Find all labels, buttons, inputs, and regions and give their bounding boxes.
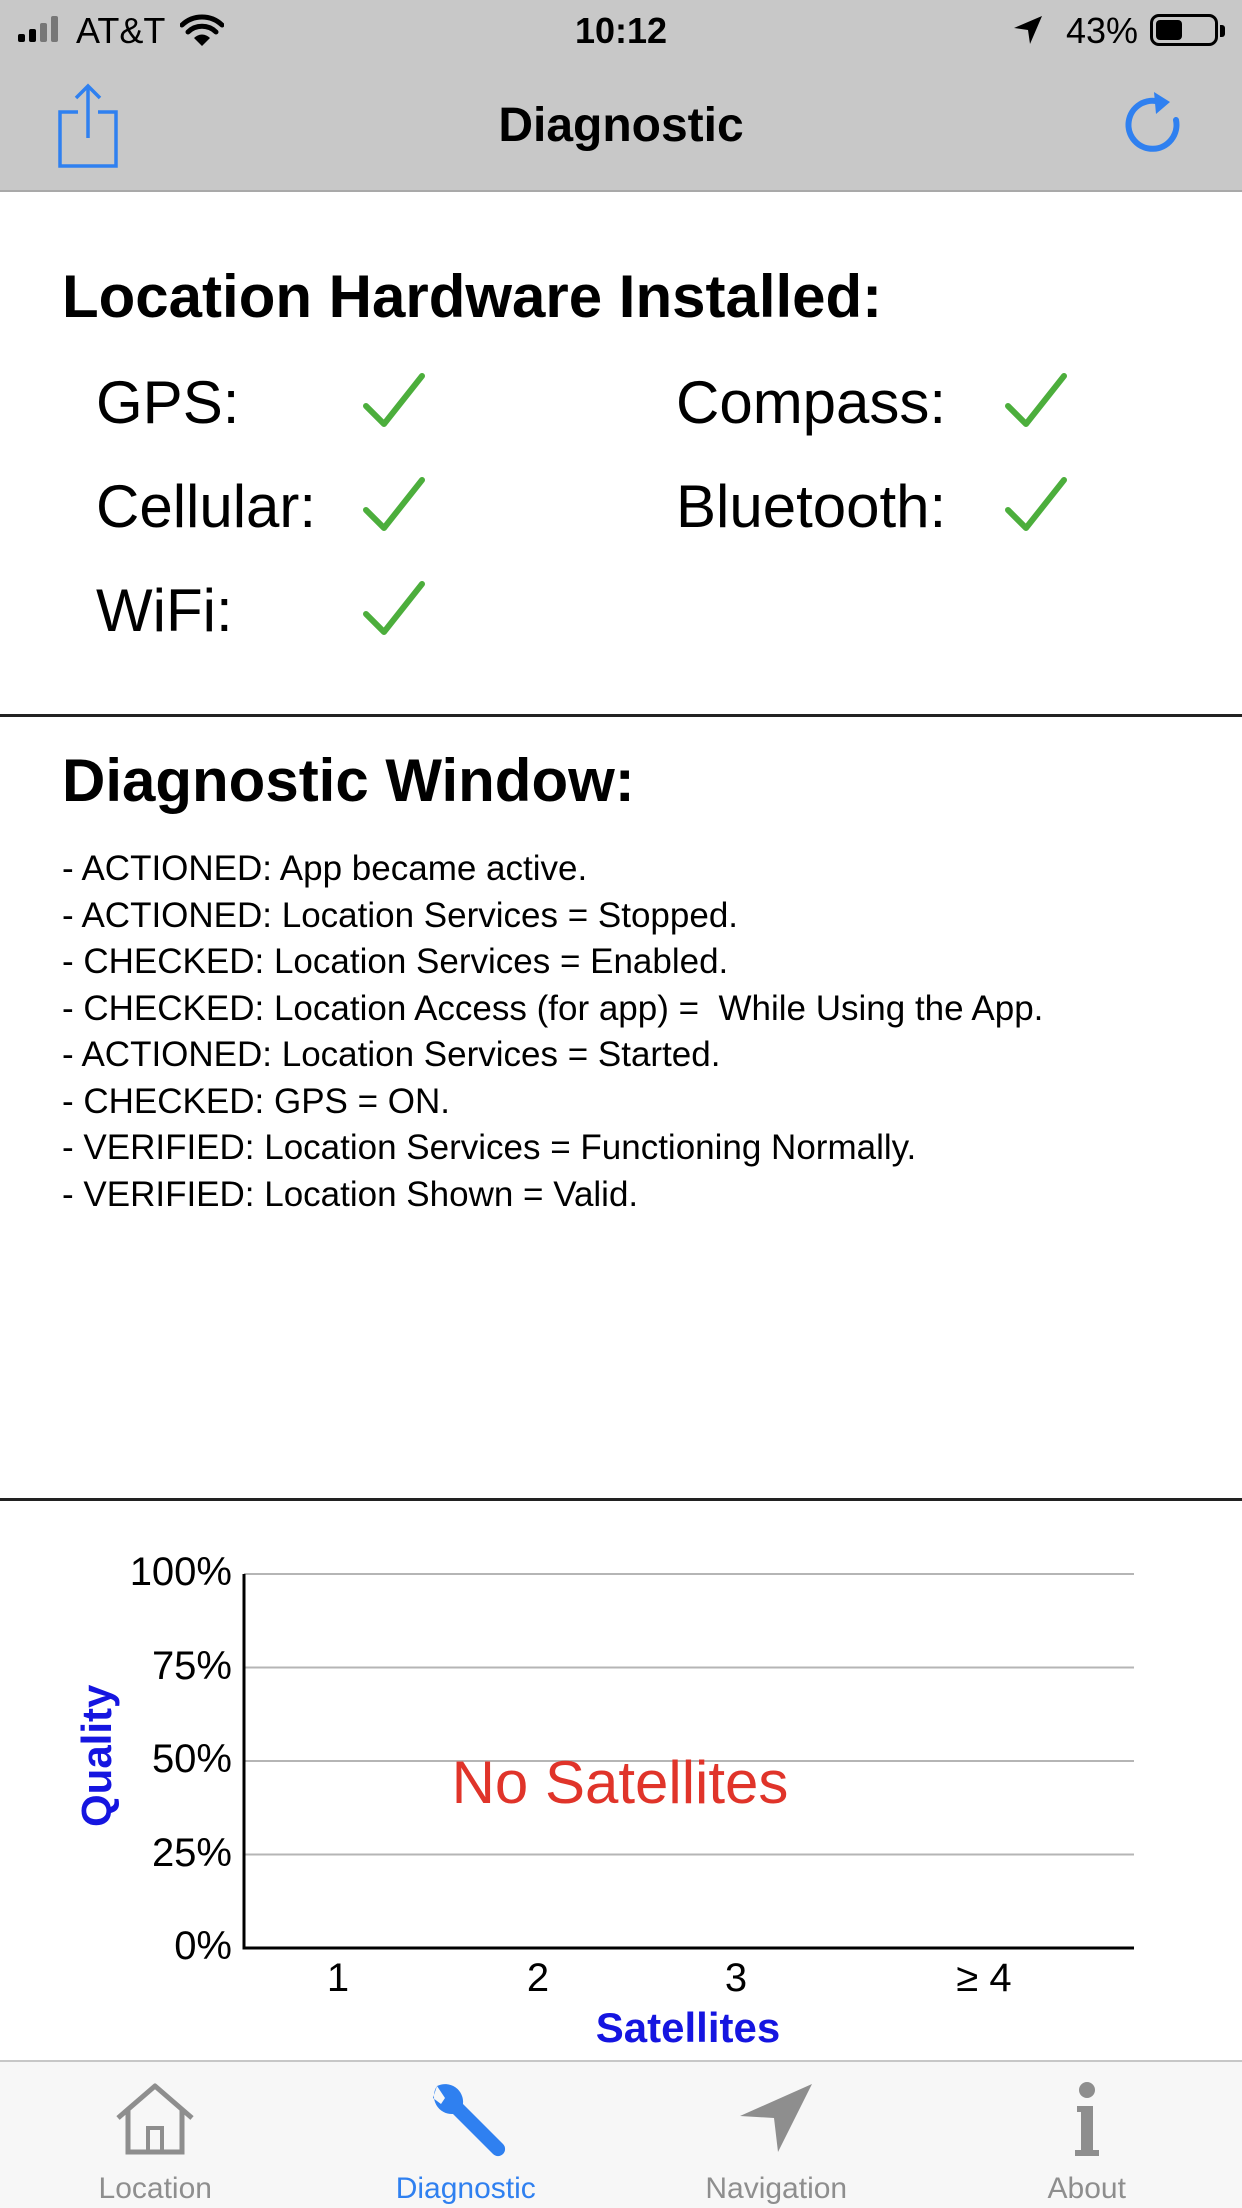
location-arrow-icon [1012,14,1044,46]
x-tick-label: 1 [326,1956,350,2000]
battery-icon [1150,14,1218,46]
house-icon [112,2080,198,2156]
log-line: - ACTIONED: App became active. [62,849,588,888]
tab-navigation[interactable] [621,2062,932,2208]
tab-location[interactable] [0,2062,311,2208]
carrier-name: AT&T [76,10,166,51]
y-tick-label: 100% [129,1550,232,1594]
tab-label: Diagnostic [395,2172,536,2205]
tab-about[interactable] [932,2062,1242,2208]
log-line: - ACTIONED: Location Services = Started. [62,1035,721,1074]
section-divider [0,1498,1242,1501]
log-line: - CHECKED: Location Access (for app) = While Using the App. [62,988,1044,1028]
hardware-label-gps: GPS: [96,369,240,436]
section-divider [0,714,1242,717]
y-tick-label: 50% [151,1737,232,1781]
checkmark-icon [1004,372,1068,430]
navigation-arrow-icon [736,2080,816,2156]
diagnostic-window-title: Diagnostic Window: [62,747,635,814]
hardware-label-compass: Compass: [676,369,947,436]
info-icon [1067,2080,1107,2160]
tab-bar [0,2060,1242,2208]
log-line: - ACTIONED: Location Services = Stopped. [62,895,739,935]
status-bar [0,0,1242,64]
x-tick-label: ≥ 4 [956,1956,1012,2000]
checkmark-icon [362,476,426,534]
tab-diagnostic[interactable] [311,2062,622,2208]
status-time: 10:12 [574,10,668,51]
no-satellites-message: No Satellites [451,1749,789,1816]
y-tick-label: 75% [151,1643,232,1688]
log-line: - VERIFIED: Location Services = Functioning Normally. [62,1128,917,1167]
y-axis-label: Quality [73,1684,120,1827]
tab-label: Location [98,2172,212,2205]
log-line: - VERIFIED: Location Shown = Valid. [62,1174,639,1214]
log-line: - CHECKED: Location Services = Enabled. [62,942,729,981]
top-bar [0,0,1242,192]
diagnostic-log [62,846,1222,1218]
refresh-button[interactable] [1124,90,1188,160]
y-tick-label: 25% [151,1830,232,1875]
page-title: Diagnostic [498,99,744,152]
checkmark-icon [362,372,426,430]
tab-label: Navigation [705,2172,848,2205]
tab-label: About [1047,2172,1126,2205]
hardware-label-cellular: Cellular: [96,473,317,540]
x-tick-label: 3 [724,1956,748,2000]
x-axis-label: Satellites [595,2004,781,2051]
satellite-quality-chart [0,1504,1242,2060]
hardware-label-bluetooth: Bluetooth: [676,473,947,540]
battery-percentage: 43% [1066,10,1139,51]
y-tick-label: 0% [174,1924,232,1968]
x-tick-label: 2 [526,1956,550,2000]
hardware-section-title: Location Hardware Installed: [62,263,883,330]
hardware-label-wifi: WiFi: [96,577,233,644]
checkmark-icon [1004,476,1068,534]
wrench-icon [423,2080,509,2160]
log-line: - CHECKED: GPS = ON. [62,1081,450,1121]
checkmark-icon [362,580,426,638]
